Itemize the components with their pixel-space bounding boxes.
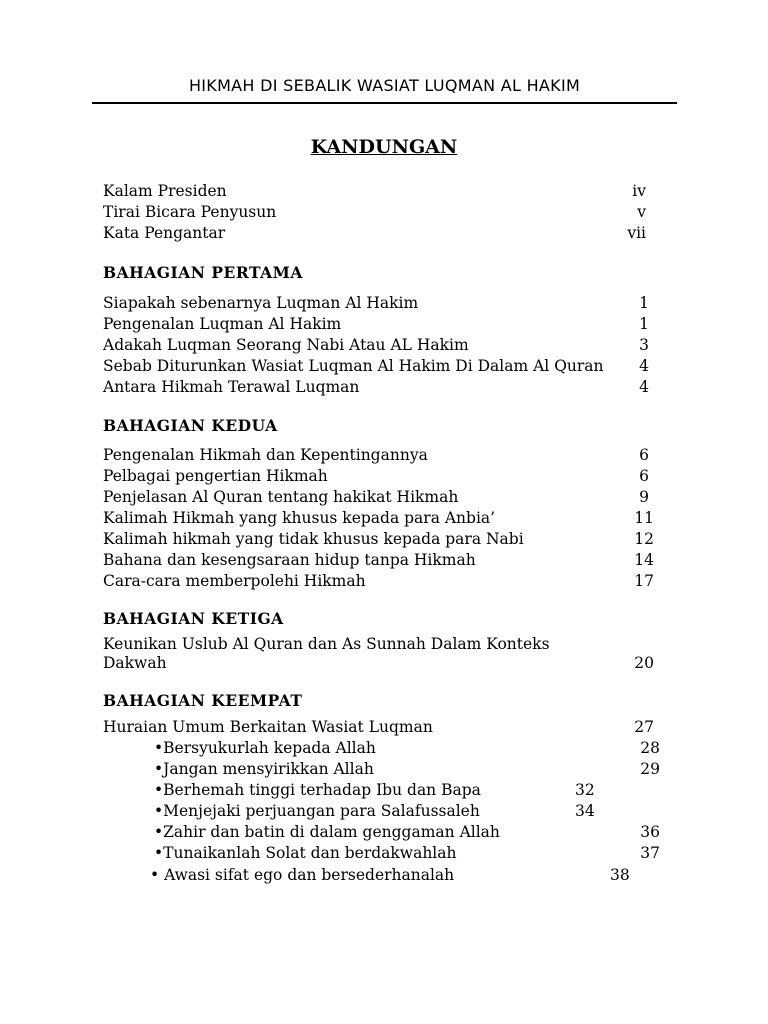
- toc-subentry-page: 38: [610, 866, 630, 884]
- toc-entry-label: Adakah Luqman Seorang Nabi Atau AL Hakim: [103, 336, 469, 354]
- toc-entry-label: Pengenalan Hikmah dan Kepentingannya: [103, 446, 428, 464]
- toc-entry-page: 4: [639, 378, 649, 396]
- toc-entry-page: iv: [632, 182, 646, 200]
- toc-entry-label: Keunikan Uslub Al Quran dan As Sunnah Dalam Konteks: [103, 635, 550, 653]
- section-heading: BAHAGIAN KEDUA: [103, 416, 278, 435]
- toc-subentry-page: 36: [640, 823, 660, 841]
- toc-entry-label: Pengenalan Luqman Al Hakim: [103, 315, 342, 333]
- toc-entry-page: 6: [639, 446, 649, 464]
- toc-subentry-label: •Menjejaki perjuangan para Salafussaleh: [154, 802, 480, 820]
- toc-entry-page: 17: [634, 572, 654, 590]
- toc-entry-label: Penjelasan Al Quran tentang hakikat Hikmah: [103, 488, 459, 506]
- running-header: HIKMAH DI SEBALIK WASIAT LUQMAN AL HAKIM: [188, 76, 581, 95]
- toc-entry-label: Bahana dan kesengsaraan hidup tanpa Hikmah: [103, 551, 476, 569]
- toc-entry-page: 9: [639, 488, 649, 506]
- section-heading: BAHAGIAN KEEMPAT: [103, 691, 303, 710]
- toc-entry-label: Sebab Diturunkan Wasiat Luqman Al Hakim Di Dalam Al Quran: [103, 357, 604, 375]
- toc-entry-page: 12: [634, 530, 654, 548]
- toc-entry-page: 20: [634, 654, 654, 672]
- toc-subentry-page: 32: [575, 781, 595, 799]
- toc-entry-page: vii: [627, 224, 646, 242]
- toc-subentry-label: •Tunaikanlah Solat dan berdakwahlah: [154, 844, 457, 862]
- toc-entry-label: Siapakah sebenarnya Luqman Al Hakim: [103, 294, 419, 312]
- section-heading: BAHAGIAN KETIGA: [103, 609, 284, 628]
- toc-subentry-label: •Zahir dan batin di dalam genggaman Allah: [154, 823, 500, 841]
- toc-entry-label-cont: Dakwah: [103, 654, 167, 672]
- toc-entry-label: Kalimah Hikmah yang khusus kepada para Anbia’: [103, 509, 496, 527]
- toc-entry-page: 3: [639, 336, 649, 354]
- toc-entry-label: Huraian Umum Berkaitan Wasiat Luqman: [103, 718, 433, 736]
- toc-subentry-label: •Bersyukurlah kepada Allah: [154, 739, 376, 757]
- toc-entry-page: v: [637, 203, 646, 221]
- toc-subentry-page: 28: [640, 739, 660, 757]
- toc-subentry-label: •Jangan mensyirikkan Allah: [154, 760, 374, 778]
- toc-entry-label: Kalam Presiden: [103, 182, 227, 200]
- toc-entry-label: Antara Hikmah Terawal Luqman: [103, 378, 360, 396]
- toc-subentry-label: • Awasi sifat ego dan bersederhanalah: [150, 866, 455, 884]
- toc-entry-label: Cara-cara memberpolehi Hikmah: [103, 572, 366, 590]
- section-heading: BAHAGIAN PERTAMA: [103, 263, 303, 282]
- toc-entry-page: 6: [639, 467, 649, 485]
- toc-subentry-page: 37: [640, 844, 660, 862]
- toc-entry-page: 11: [634, 509, 654, 527]
- toc-entry-page: 1: [639, 294, 649, 312]
- toc-entry-page: 14: [634, 551, 654, 569]
- toc-subentry-label: •Berhemah tinggi terhadap Ibu dan Bapa: [154, 781, 481, 799]
- toc-entry-label: Kalimah hikmah yang tidak khusus kepada para Nabi: [103, 530, 524, 548]
- toc-subentry-page: 29: [640, 760, 660, 778]
- toc-entry-page: 4: [639, 357, 649, 375]
- page-title: KANDUNGAN: [310, 136, 458, 158]
- toc-entry-page: 27: [634, 718, 654, 736]
- toc-entry-label: Kata Pengantar: [103, 224, 226, 242]
- toc-entry-label: Tirai Bicara Penyusun: [103, 203, 277, 221]
- toc-subentry-page: 34: [575, 802, 595, 820]
- toc-entry-page: 1: [639, 315, 649, 333]
- header-rule: [92, 102, 677, 104]
- toc-entry-label: Pelbagai pengertian Hikmah: [103, 467, 328, 485]
